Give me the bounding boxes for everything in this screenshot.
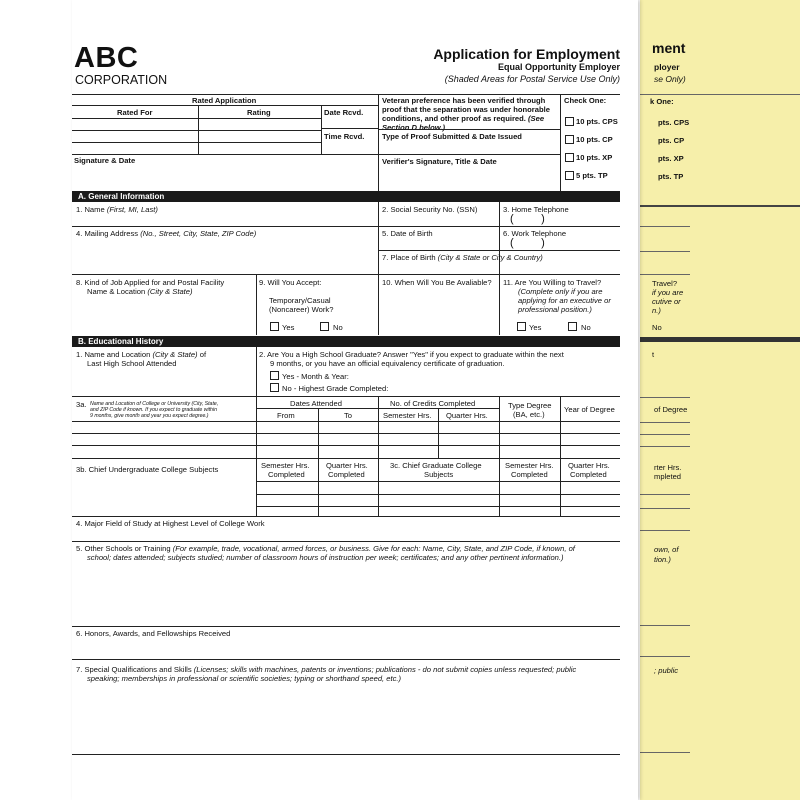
college-table-row-line: [72, 445, 620, 446]
semester-hrs-header: Semester Hrs.: [383, 411, 432, 420]
yellow-qtr-fragment: rter Hrs.: [654, 463, 682, 472]
undergrad-semester-hrs: Semester Hrs.: [261, 461, 310, 470]
form-rule: [72, 396, 620, 397]
mailing-address-label: 4. Mailing Address (No., Street, City, State, ZIP Code): [76, 229, 257, 238]
home-telephone-label: 3. Home Telephone: [503, 205, 569, 214]
graduate-question-1: 2. Are You a High School Graduate? Answer "Yes" if you expect to graduate within the next: [259, 350, 564, 359]
undergrad-quarter-completed: Completed: [328, 470, 365, 479]
page-subtitle: Equal Opportunity Employer: [497, 62, 620, 72]
yellow-line: [640, 226, 690, 227]
form-rule: [256, 274, 257, 335]
form-rule: [560, 94, 561, 191]
signature-date-label: Signature & Date: [74, 156, 136, 165]
travel-yes-checkbox[interactable]: [517, 322, 526, 331]
yellow-option-2: pts. CP: [658, 136, 685, 145]
high-school-label-2: Last High School Attended: [87, 359, 177, 368]
form-rule: [72, 274, 620, 275]
section-b-header: B. Educational History: [72, 336, 620, 347]
when-available-label: 10. When Will You Be Avaliable?: [382, 278, 492, 287]
credits-completed-header: No. of Credits Completed: [390, 399, 476, 408]
yellow-line: [640, 752, 690, 753]
quarter-hrs-header: Quarter Hrs.: [446, 411, 488, 420]
form-rule: [321, 128, 378, 129]
yellow-note-fragment: se Only): [654, 74, 686, 84]
grad-quarter-completed: Completed: [570, 470, 607, 479]
yellow-line: [640, 434, 690, 435]
temporary-casual-label: Temporary/Casual: [269, 296, 331, 305]
yellow-travel-hint-3: n.): [652, 306, 661, 315]
time-rcvd-label: Time Rcvd.: [324, 132, 365, 141]
form-rule: [560, 458, 561, 516]
major-field-label: 4. Major Field of Study at Highest Level of College Work: [76, 519, 265, 528]
travel-no-label: No: [581, 323, 591, 332]
form-rule: [72, 130, 321, 131]
grad-subjects-label: 3c. Chief Graduate College: [390, 461, 482, 470]
yellow-line: [640, 274, 690, 275]
form-rule: [198, 105, 199, 154]
college-table-row-line: [72, 421, 620, 422]
form-rule: [256, 347, 257, 396]
yellow-line: [640, 251, 690, 252]
accept-no-label: No: [333, 323, 343, 332]
section-a-header: A. General Information: [72, 191, 620, 202]
accept-yes-checkbox[interactable]: [270, 322, 279, 331]
type-degree-header: Type Degree: [508, 401, 552, 410]
yellow-year-fragment: of Degree: [654, 405, 688, 414]
form-rule: [72, 516, 620, 517]
yellow-q5-fragment-2: tion.): [654, 555, 671, 564]
form-rule: [72, 659, 620, 660]
ssn-label: 2. Social Security No. (SSN): [382, 205, 478, 214]
grad-quarter-hrs: Quarter Hrs.: [568, 461, 610, 470]
graduate-yes-label: Yes - Month & Year:: [282, 372, 349, 381]
type-degree-header-2: (BA, etc.): [513, 410, 545, 419]
form-rule: [72, 154, 378, 155]
travel-hint-3: professional position.): [518, 305, 592, 314]
check-10pts-xp-checkbox[interactable]: [565, 153, 574, 162]
yellow-completed-fragment: mpleted: [654, 472, 682, 481]
kind-of-job-label-2: Name & Location (City & State): [87, 287, 193, 296]
grad-semester-hrs: Semester Hrs.: [505, 461, 554, 470]
form-rule: [256, 396, 257, 458]
form-rule: [378, 154, 560, 155]
accept-no-checkbox[interactable]: [320, 322, 329, 331]
subjects-table-row-line: [256, 506, 620, 507]
check-one-label: Check One:: [564, 96, 607, 105]
q3a-number: 3a.: [76, 400, 87, 409]
yellow-line: [640, 656, 690, 657]
yellow-check-one: k One:: [650, 97, 674, 106]
check-10pts-cps-label: 10 pts. CPS: [576, 117, 618, 126]
yellow-line: [640, 508, 690, 509]
yellow-no-fragment: No: [652, 323, 662, 332]
subjects-table-row-line: [256, 481, 620, 482]
form-rule: [72, 226, 620, 227]
travel-hint-2: applying for an executive or: [518, 296, 611, 305]
date-rcvd-label: Date Rcvd.: [324, 108, 364, 117]
rating-label: Rating: [247, 108, 271, 117]
accept-yes-label: Yes: [282, 323, 295, 332]
rated-application-heading: Rated Application: [192, 96, 257, 105]
work-telephone-label: 6. Work Telephone: [503, 229, 567, 238]
company-name: CORPORATION: [75, 73, 168, 87]
check-10pts-cp-label: 10 pts. CP: [576, 135, 613, 144]
grad-semester-completed: Completed: [511, 470, 548, 479]
home-telephone-parens[interactable]: ( ): [510, 213, 545, 225]
college-table-row-line: [72, 433, 620, 434]
form-rule: [72, 118, 321, 119]
other-schools-hint-2: school; dates attended; subjects studied; number of classroom hours of instruction per week; certificates; and any other pertinent information.): [87, 553, 564, 562]
undergrad-subjects-label: 3b. Chief Undergraduate College Subjects: [76, 465, 219, 474]
yellow-copy-sheet: [640, 0, 800, 800]
will-accept-label: 9. Will You Accept:: [259, 278, 322, 287]
travel-no-checkbox[interactable]: [568, 322, 577, 331]
page-title: Application for Employment: [433, 46, 620, 62]
honors-label: 6. Honors, Awards, and Fellowships Received: [76, 629, 231, 638]
special-qualifications-hint-2: speaking; memberships in professional or scientific societies; typing or shorthand speed, etc.): [87, 674, 402, 683]
yellow-q5-fragment-1: own, of: [654, 545, 679, 554]
check-5pts-tp-label: 5 pts. TP: [576, 171, 608, 180]
travel-label: 11. Are You Willing to Travel?: [503, 278, 602, 287]
yellow-option-4: pts. TP: [658, 172, 684, 181]
name-label: 1. Name (First, MI, Last): [76, 205, 158, 214]
check-10pts-xp-label: 10 pts. XP: [576, 153, 613, 162]
graduate-question-2: 9 months, or you have an official equivalency certificate of graduation.: [270, 359, 505, 368]
check-5pts-tp-checkbox[interactable]: [565, 171, 574, 180]
form-rule: [560, 396, 561, 458]
type-of-proof-label: Type of Proof Submitted & Date Issued: [382, 132, 522, 141]
yellow-line: [640, 94, 800, 95]
form-rule: [72, 626, 620, 627]
form-rule: [72, 754, 620, 755]
form-rule: [499, 458, 500, 516]
yellow-line: [640, 530, 690, 531]
yellow-subtitle-fragment: ployer: [654, 62, 680, 72]
grad-subjects-label-2: Subjects: [424, 470, 454, 479]
form-rule: [378, 458, 379, 516]
rated-for-label: Rated For: [117, 108, 153, 117]
undergrad-quarter-hrs: Quarter Hrs.: [326, 461, 368, 470]
yellow-travel-hint-2: cutive or: [652, 297, 681, 306]
form-rule: [318, 458, 319, 516]
yellow-line: [640, 422, 690, 423]
college-hint-2: and ZIP Code if known. If you expect to graduate within: [90, 407, 217, 413]
college-hint-1: Name and Location of College or University (City, State,: [90, 401, 219, 407]
college-hint-3: 9 months, give month and year you expect degree.): [90, 413, 209, 419]
yellow-option-3: pts. XP: [658, 154, 684, 163]
shaded-area-note: (Shaded Areas for Postal Service Use Only): [444, 74, 620, 84]
form-rule: [499, 202, 500, 335]
form-rule: [72, 458, 620, 459]
form-rule: [378, 129, 560, 130]
graduate-yes-checkbox[interactable]: [270, 371, 279, 380]
from-header: From: [277, 411, 295, 420]
yellow-bar: [640, 337, 800, 342]
verifier-signature-label: Verifier's Signature, Title & Date: [382, 157, 497, 166]
graduate-no-checkbox[interactable]: [270, 383, 279, 392]
yellow-travel-fragment: Travel?: [652, 279, 678, 288]
form-rule: [378, 250, 620, 251]
noncareer-work-label: (Noncareer) Work?: [269, 305, 334, 314]
yellow-t-fragment: t: [652, 350, 655, 359]
to-header: To: [344, 411, 353, 420]
form-rule: [321, 105, 322, 154]
form-rule: [499, 396, 500, 458]
yellow-line: [640, 446, 690, 447]
travel-yes-label: Yes: [529, 323, 542, 332]
form-rule: [72, 142, 321, 143]
application-form-sheet: [72, 0, 638, 800]
yellow-q7-fragment: ; public: [654, 666, 679, 675]
yellow-line: [640, 494, 690, 495]
place-of-birth-label: 7. Place of Birth (City & State or City & Country): [382, 253, 543, 262]
veteran-preference-text: Veteran preference has been verified through proof that the separation was under honorable conditions, and other proof as required. (See Section D below.): [382, 96, 550, 132]
company-logo: ABC: [74, 42, 139, 74]
form-rule: [378, 396, 379, 458]
form-rule: [378, 94, 379, 191]
yellow-line: [640, 397, 690, 398]
work-telephone-parens[interactable]: ( ): [510, 237, 545, 249]
yellow-travel-hint-1: if you are: [652, 288, 684, 297]
graduate-no-label: No - Highest Grade Completed:: [282, 384, 389, 393]
form-rule: [256, 458, 257, 516]
yellow-title-fragment: ment: [652, 40, 686, 56]
year-of-degree-header: Year of Degree: [564, 405, 615, 414]
travel-hint-1: (Complete only if you are: [518, 287, 603, 296]
form-rule: [72, 541, 620, 542]
date-of-birth-label: 5. Date of Birth: [382, 229, 433, 238]
yellow-option-1: pts. CPS: [658, 118, 690, 127]
subjects-table-row-line: [256, 494, 620, 495]
undergrad-semester-completed: Completed: [268, 470, 305, 479]
dates-attended-header: Dates Attended: [290, 399, 342, 408]
check-10pts-cp-checkbox[interactable]: [565, 135, 574, 144]
kind-of-job-label: 8. Kind of Job Applied for and Postal Facility: [76, 278, 225, 287]
form-rule: [378, 202, 379, 335]
other-schools-label: 5. Other Schools or Training (For example, trade, vocational, armed forces, or business. Give for each: Name, City, State, and ZIP Code, if known, of: [76, 544, 575, 553]
high-school-label: 1. Name and Location (City & State) of: [76, 350, 207, 359]
yellow-line: [640, 625, 690, 626]
form-rule: [72, 94, 620, 95]
yellow-bar: [640, 205, 800, 207]
check-10pts-cps-checkbox[interactable]: [565, 117, 574, 126]
special-qualifications-label: 7. Special Qualifications and Skills (Licenses; skills with machines, patents or inventions; publications - do not submit copies unless requested; public: [76, 665, 577, 674]
form-rule: [72, 105, 378, 106]
